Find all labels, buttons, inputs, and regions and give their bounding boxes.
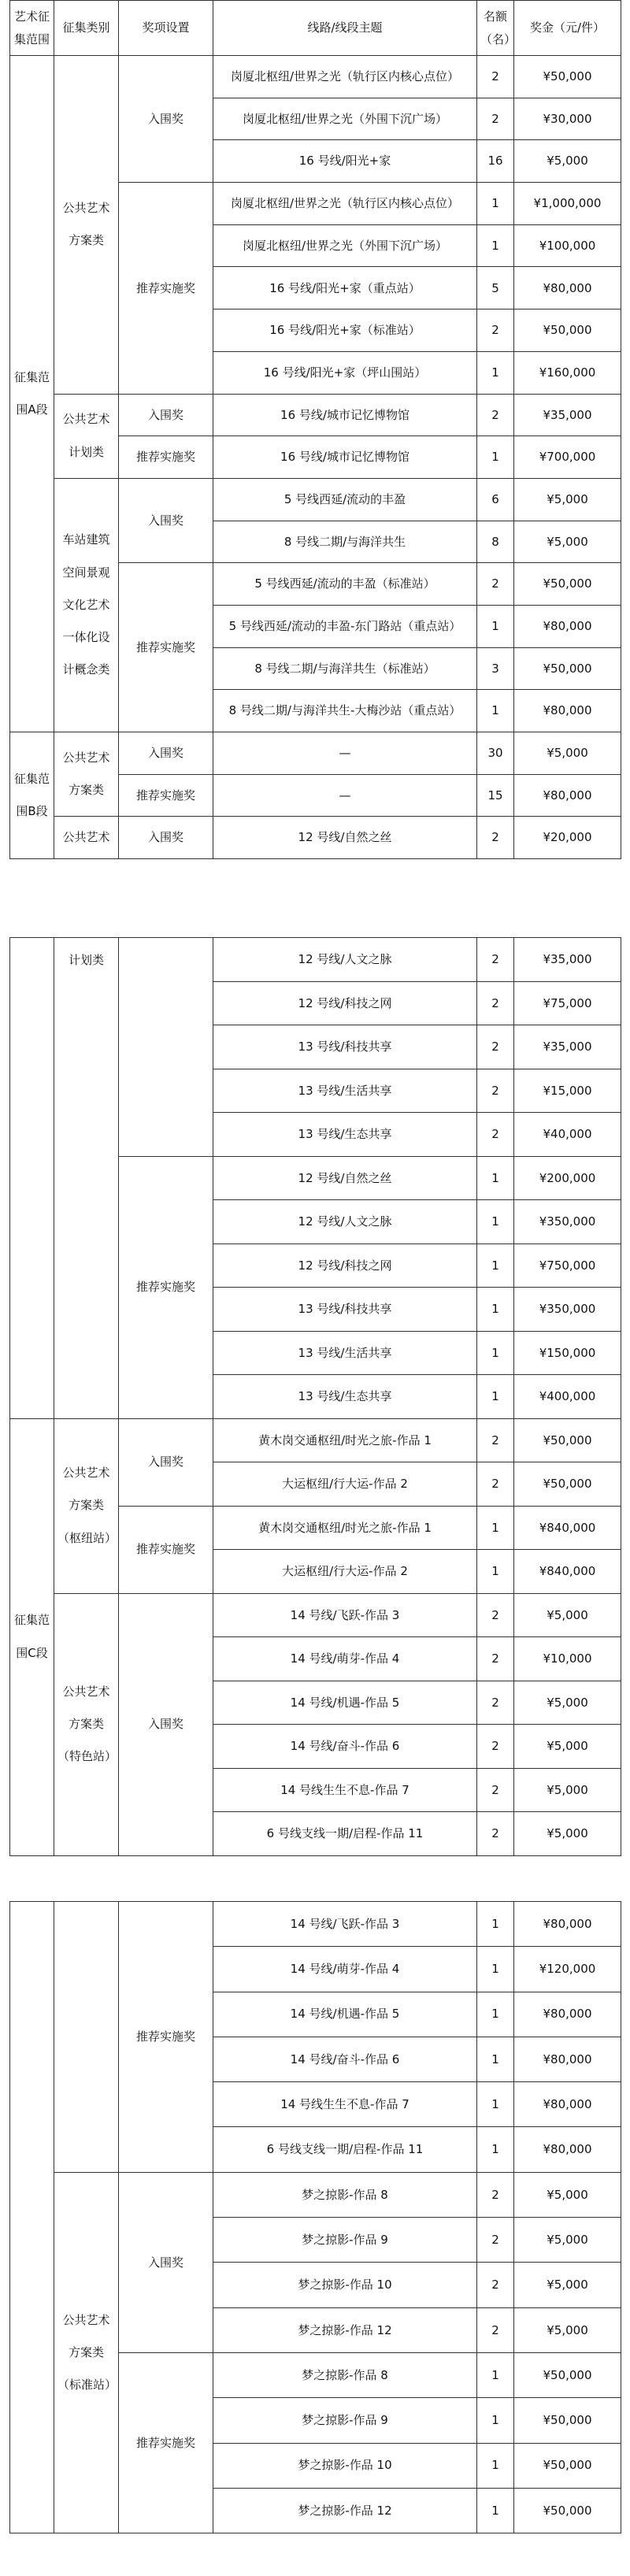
award-implement: 推荐实施奖 (119, 563, 213, 732)
quota-cell: 1 (477, 2037, 514, 2081)
line-cell: 12 号线/科技之网 (213, 981, 477, 1025)
prize-cell: ¥5,000 (514, 1725, 621, 1769)
quota-cell: 1 (477, 2127, 514, 2172)
line-cell: 黄木岗交通枢纽/时光之旅-作品 1 (213, 1506, 477, 1550)
header-category: 征集类别 (54, 1, 119, 56)
quota-cell: 1 (477, 1200, 514, 1244)
quota-cell: 2 (477, 1593, 514, 1637)
line-cell: 12 号线/科技之网 (213, 1244, 477, 1288)
segment-a: 征集范围A段 (10, 56, 54, 732)
category-continued (54, 1902, 119, 2173)
quota-cell: 1 (477, 351, 514, 394)
quota-cell: 1 (477, 690, 514, 732)
line-cell: 13 号线/生活共享 (213, 1069, 477, 1113)
quota-cell: 1 (477, 1550, 514, 1594)
line-cell: 14 号线/奋斗-作品 6 (213, 2037, 477, 2081)
award-blank (119, 938, 213, 1157)
segment-continued (10, 938, 54, 1419)
header-line: 线路/线段主题 (213, 1, 477, 56)
prize-cell: ¥50,000 (514, 1418, 621, 1462)
line-cell: 14 号线生生不息-作品 7 (213, 1768, 477, 1812)
prize-cell: ¥40,000 (514, 1113, 621, 1157)
quota-cell: 1 (477, 2352, 514, 2397)
table-row (10, 1593, 621, 1637)
line-cell: 5 号线西延/流动的丰盈（标准站） (213, 563, 477, 606)
quota-cell: 1 (477, 1288, 514, 1332)
line-cell: 16 号线/城市记忆博物馆 (213, 436, 477, 479)
prize-cell: ¥840,000 (514, 1506, 621, 1550)
prize-cell: ¥150,000 (514, 1331, 621, 1375)
category-feature: 公共艺术方案类（特色站） (54, 1593, 119, 1855)
line-cell: 14 号线生生不息-作品 7 (213, 2082, 477, 2127)
prize-cell: ¥50,000 (514, 2488, 621, 2533)
prize-cell: ¥750,000 (514, 1244, 621, 1288)
prize-cell: ¥80,000 (514, 605, 621, 647)
line-cell: 8 号线二期/与海洋共生-大梅沙站（重点站） (213, 690, 477, 732)
line-cell: 梦之掠影-作品 12 (213, 2488, 477, 2533)
award-entry: 入围奖 (119, 2172, 213, 2352)
prize-cell: ¥5,000 (514, 2263, 621, 2307)
line-cell: 梦之掠影-作品 12 (213, 2307, 477, 2352)
quota-cell: 5 (477, 267, 514, 309)
prize-cell: ¥350,000 (514, 1288, 621, 1332)
category-public-art: 公共艺术 (54, 817, 119, 859)
prize-cell: ¥35,000 (514, 394, 621, 436)
line-cell: 14 号线/萌芽-作品 4 (213, 1637, 477, 1681)
prize-cell: ¥5,000 (514, 1681, 621, 1725)
line-cell: 岗厦北枢纽/世界之光（外围下沉广场） (213, 98, 477, 140)
prize-cell: ¥5,000 (514, 140, 621, 183)
header-prize: 奖金（元/件） (514, 1, 621, 56)
award-entry: 入围奖 (119, 394, 213, 436)
quota-cell: 2 (477, 1418, 514, 1462)
segment-c: 征集范围C段 (10, 1418, 54, 1855)
quota-cell: 3 (477, 647, 514, 690)
quota-cell: 6 (477, 478, 514, 521)
prize-cell: ¥80,000 (514, 1902, 621, 1947)
category-public-plan: 公共艺术方案类 (54, 56, 119, 395)
table-row (10, 732, 621, 775)
line-cell: 16 号线/阳光+家（坪山围站） (213, 351, 477, 394)
line-cell: 12 号线/人文之脉 (213, 938, 477, 982)
prize-cell: ¥5,000 (514, 2307, 621, 2352)
award-implement: 推荐实施奖 (119, 1902, 213, 2173)
award-entry: 入围奖 (119, 817, 213, 859)
line-cell: 岗厦北枢纽/世界之光（轨行区内核心点位） (213, 56, 477, 98)
quota-cell: 8 (477, 521, 514, 563)
quota-cell: 15 (477, 774, 514, 817)
quota-cell: 1 (477, 605, 514, 647)
category-planning: 计划类 (54, 938, 119, 1419)
prize-cell: ¥350,000 (514, 1200, 621, 1244)
quota-cell: 2 (477, 1812, 514, 1856)
quota-cell: 2 (477, 394, 514, 436)
line-cell: 16 号线/阳光+家（重点站） (213, 267, 477, 309)
award-entry: 入围奖 (119, 732, 213, 775)
quota-cell: 2 (477, 1113, 514, 1157)
line-cell: 16 号线/阳光+家（标准站） (213, 309, 477, 352)
quota-cell: 2 (477, 1725, 514, 1769)
prize-cell: ¥5,000 (514, 478, 621, 521)
line-cell: 13 号线/生态共享 (213, 1113, 477, 1157)
award-implement: 推荐实施奖 (119, 1156, 213, 1418)
line-cell: 岗厦北枢纽/世界之光（外围下沉广场） (213, 224, 477, 267)
prize-cell: ¥200,000 (514, 1156, 621, 1200)
award-entry: 入围奖 (119, 1418, 213, 1506)
quota-cell: 1 (477, 1506, 514, 1550)
prize-cell: ¥80,000 (514, 2037, 621, 2081)
header-award: 奖项设置 (119, 1, 213, 56)
line-cell: 16 号线/阳光+家 (213, 140, 477, 183)
prize-cell: ¥840,000 (514, 1550, 621, 1594)
line-cell: 14 号线/飞跃-作品 3 (213, 1902, 477, 1947)
prize-cell: ¥5,000 (514, 2218, 621, 2263)
line-cell: 梦之掠影-作品 8 (213, 2352, 477, 2397)
quota-cell: 1 (477, 436, 514, 479)
quota-cell: 2 (477, 563, 514, 606)
quota-cell: 1 (477, 2488, 514, 2533)
table-row (10, 938, 621, 982)
quota-cell: 2 (477, 2218, 514, 2263)
line-cell: 8 号线二期/与海洋共生 (213, 521, 477, 563)
segment-b: 征集范围B段 (10, 732, 54, 859)
quota-cell: 2 (477, 1069, 514, 1113)
category-public-plan-b: 公共艺术方案类 (54, 732, 119, 817)
table-row (10, 817, 621, 859)
quota-cell: 2 (477, 817, 514, 859)
prize-cell: ¥50,000 (514, 647, 621, 690)
line-cell: 岗厦北枢纽/世界之光（轨行区内核心点位） (213, 183, 477, 225)
segment-continued (10, 1902, 54, 2533)
prize-cell: ¥50,000 (514, 309, 621, 352)
line-cell: 大运枢纽/行大运-作品 2 (213, 1462, 477, 1507)
quota-cell: 2 (477, 309, 514, 352)
award-implement: 推荐实施奖 (119, 436, 213, 479)
quota-cell: 1 (477, 183, 514, 225)
line-cell: 12 号线/人文之脉 (213, 1200, 477, 1244)
quota-cell: 2 (477, 98, 514, 140)
table-header-row (10, 1, 621, 56)
award-implement: 推荐实施奖 (119, 2352, 213, 2533)
line-cell: 14 号线/奋斗-作品 6 (213, 1725, 477, 1769)
prize-cell: ¥5,000 (514, 1812, 621, 1856)
quota-cell: 2 (477, 938, 514, 982)
line-cell: 5 号线西延/流动的丰盈 (213, 478, 477, 521)
award-table-page-2 (9, 937, 621, 1856)
quota-cell: 1 (477, 1992, 514, 2037)
quota-cell: 30 (477, 732, 514, 775)
quota-cell: 16 (477, 140, 514, 183)
line-cell: 黄木岗交通枢纽/时光之旅-作品 1 (213, 1418, 477, 1462)
award-implement: 推荐实施奖 (119, 1506, 213, 1593)
line-cell: 14 号线/机遇-作品 5 (213, 1992, 477, 2037)
award-table-page-1 (9, 0, 621, 859)
header-region: 艺术征集范围 (10, 1, 54, 56)
prize-cell: ¥100,000 (514, 224, 621, 267)
award-entry: 入围奖 (119, 56, 213, 183)
prize-cell: ¥50,000 (514, 1462, 621, 1507)
award-implement: 推荐实施奖 (119, 774, 213, 817)
prize-cell: ¥400,000 (514, 1375, 621, 1419)
prize-cell: ¥1,000,000 (514, 183, 621, 225)
table-row (10, 394, 621, 436)
prize-cell: ¥80,000 (514, 1992, 621, 2037)
prize-cell: ¥80,000 (514, 2082, 621, 2127)
quota-cell: 1 (477, 1156, 514, 1200)
prize-cell: ¥160,000 (514, 351, 621, 394)
line-cell: 12 号线/自然之丝 (213, 817, 477, 859)
line-cell: 5 号线西延/流动的丰盈-东门路站（重点站） (213, 605, 477, 647)
quota-cell: 2 (477, 1025, 514, 1069)
prize-cell: ¥75,000 (514, 981, 621, 1025)
quota-cell: 1 (477, 224, 514, 267)
prize-cell: ¥35,000 (514, 1025, 621, 1069)
quota-cell: 1 (477, 2443, 514, 2488)
prize-cell: ¥50,000 (514, 56, 621, 98)
line-cell: 13 号线/科技共享 (213, 1025, 477, 1069)
line-cell: 梦之掠影-作品 8 (213, 2172, 477, 2217)
prize-cell: ¥50,000 (514, 2352, 621, 2397)
prize-cell: ¥5,000 (514, 1593, 621, 1637)
quota-cell: 2 (477, 2172, 514, 2217)
award-entry: 入围奖 (119, 478, 213, 562)
quota-cell: 1 (477, 1331, 514, 1375)
line-cell: 大运枢纽/行大运-作品 2 (213, 1550, 477, 1594)
prize-cell: ¥80,000 (514, 774, 621, 817)
prize-cell: ¥5,000 (514, 521, 621, 563)
prize-cell: ¥35,000 (514, 938, 621, 982)
line-cell: 14 号线/机遇-作品 5 (213, 1681, 477, 1725)
line-cell: 梦之掠影-作品 10 (213, 2263, 477, 2307)
prize-cell: ¥30,000 (514, 98, 621, 140)
header-quota: 名额（名） (477, 1, 514, 56)
table-row (10, 1902, 621, 1947)
category-public-art-plan: 公共艺术计划类 (54, 394, 119, 478)
quota-cell: 1 (477, 1947, 514, 1992)
line-cell: 13 号线/科技共享 (213, 1288, 477, 1332)
line-cell: — (213, 732, 477, 775)
line-cell: 6 号线支线一期/启程-作品 11 (213, 2127, 477, 2172)
prize-cell: ¥50,000 (514, 2398, 621, 2443)
line-cell: 14 号线/萌芽-作品 4 (213, 1947, 477, 1992)
quota-cell: 2 (477, 1768, 514, 1812)
prize-cell: ¥80,000 (514, 267, 621, 309)
table-row (10, 2172, 621, 2217)
prize-cell: ¥5,000 (514, 1768, 621, 1812)
quota-cell: 2 (477, 1462, 514, 1507)
category-standard: 公共艺术方案类（标准站） (54, 2172, 119, 2533)
category-hub: 公共艺术方案类（枢纽站） (54, 1418, 119, 1593)
quota-cell: 2 (477, 2307, 514, 2352)
line-cell: 13 号线/生活共享 (213, 1331, 477, 1375)
line-cell: 梦之掠影-作品 9 (213, 2218, 477, 2263)
award-table-page-3 (9, 1901, 621, 2533)
award-implement: 推荐实施奖 (119, 183, 213, 394)
quota-cell: 1 (477, 2398, 514, 2443)
prize-cell: ¥50,000 (514, 2443, 621, 2488)
line-cell: 14 号线/飞跃-作品 3 (213, 1593, 477, 1637)
prize-cell: ¥80,000 (514, 690, 621, 732)
prize-cell: ¥5,000 (514, 732, 621, 775)
line-cell: 8 号线二期/与海洋共生（标准站） (213, 647, 477, 690)
quota-cell: 1 (477, 1375, 514, 1419)
award-entry: 入围奖 (119, 1593, 213, 1855)
quota-cell: 2 (477, 56, 514, 98)
prize-cell: ¥15,000 (514, 1069, 621, 1113)
table-row (10, 56, 621, 98)
line-cell: 13 号线/生态共享 (213, 1375, 477, 1419)
category-station-design: 车站建筑空间景观文化艺术一体化设计概念类 (54, 478, 119, 732)
table-row (10, 1418, 621, 1462)
table-row (10, 478, 621, 521)
quota-cell: 1 (477, 2082, 514, 2127)
line-cell: 6 号线支线一期/启程-作品 11 (213, 1812, 477, 1856)
prize-cell: ¥50,000 (514, 563, 621, 606)
line-cell: 12 号线/自然之丝 (213, 1156, 477, 1200)
prize-cell: ¥700,000 (514, 436, 621, 479)
line-cell: — (213, 774, 477, 817)
quota-cell: 1 (477, 1244, 514, 1288)
line-cell: 梦之掠影-作品 9 (213, 2398, 477, 2443)
quota-cell: 2 (477, 1637, 514, 1681)
quota-cell: 2 (477, 1681, 514, 1725)
prize-cell: ¥5,000 (514, 2172, 621, 2217)
prize-cell: ¥20,000 (514, 817, 621, 859)
prize-cell: ¥80,000 (514, 2127, 621, 2172)
quota-cell: 1 (477, 1902, 514, 1947)
prize-cell: ¥10,000 (514, 1637, 621, 1681)
prize-cell: ¥120,000 (514, 1947, 621, 1992)
line-cell: 16 号线/城市记忆博物馆 (213, 394, 477, 436)
quota-cell: 2 (477, 2263, 514, 2307)
quota-cell: 2 (477, 981, 514, 1025)
line-cell: 梦之掠影-作品 10 (213, 2443, 477, 2488)
